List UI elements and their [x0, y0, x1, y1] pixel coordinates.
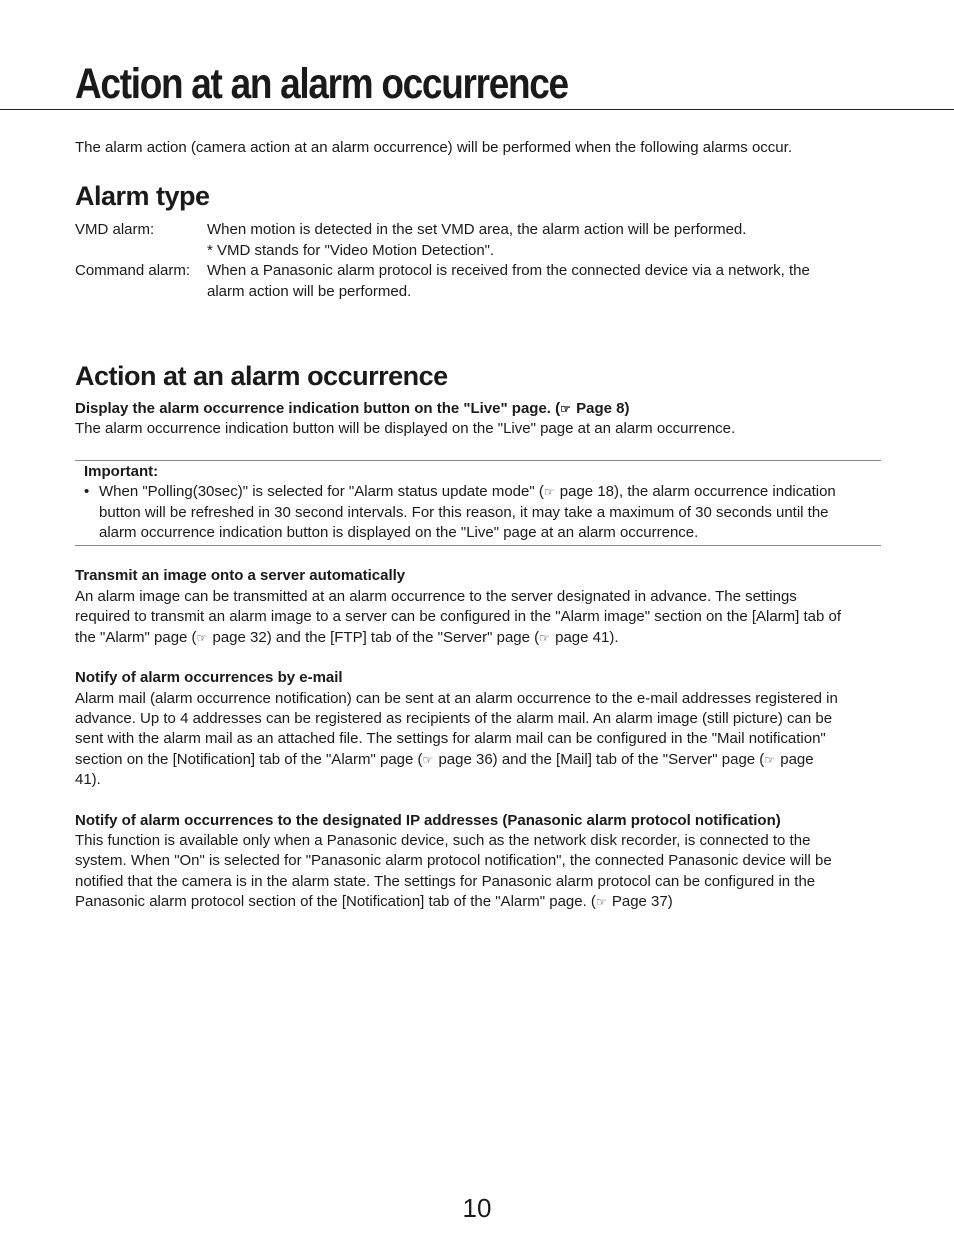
definition-row-vmd	[75, 220, 881, 261]
page-reference-icon: ☞	[539, 630, 550, 645]
display-body: The alarm occurrence indication button will be displayed on the "Live" page at an alarm occurrence.	[75, 420, 736, 438]
page-reference-text: Page 8)	[576, 400, 630, 418]
definition-term: Command alarm:	[75, 262, 191, 280]
title-divider	[0, 109, 954, 110]
page-content	[75, 138, 881, 913]
text-span: Panasonic alarm protocol section of the [Notification] tab of the "Alarm" page. (	[75, 893, 596, 911]
subheading-text: Display the alarm occurrence indication button on the "Live" page. (	[75, 400, 561, 418]
text-line: advance. Up to 4 addresses can be registered as recipients of the alarm mail. An alarm image (still picture) can be	[75, 709, 833, 727]
email-section	[75, 668, 881, 790]
text-span: When "Polling(30sec)" is selected for "Alarm status update mode" (	[99, 483, 544, 501]
text-span: page 18), the alarm occurrence indication	[559, 483, 836, 501]
page-reference-icon: ☞	[543, 485, 555, 500]
text-span: Page 37)	[611, 893, 673, 911]
text-line: sent with the alarm mail as an attached file. The settings for alarm mail can be configured in the "Mail notification"	[75, 730, 826, 748]
bullet-text	[99, 482, 836, 543]
definition-line: alarm action will be performed.	[207, 282, 412, 300]
display-subheading	[75, 399, 881, 419]
page-reference-icon: ☞	[764, 752, 776, 767]
text-line	[99, 482, 836, 502]
text-line: alarm occurrence indication button is displayed on the "Live" page at an alarm occurrence.	[99, 524, 699, 542]
definition-line: * VMD stands for "Video Motion Detection".	[207, 241, 495, 259]
text-span: section on the [Notification] tab of the "Alarm" page (	[75, 750, 423, 768]
definition-row-command	[75, 261, 881, 302]
page-reference-icon: ☞	[595, 895, 607, 910]
ip-subheading: Notify of alarm occurrences to the designated IP addresses (Panasonic alarm protocol notification)	[75, 811, 781, 829]
text-span: page 32) and the [FTP] tab of the "Server" page (	[212, 628, 540, 646]
page-reference-icon: ☞	[422, 752, 434, 767]
text-span: page	[780, 750, 814, 768]
definition-line: When motion is detected in the set VMD area, the alarm action will be performed.	[207, 221, 747, 239]
text-line: button will be refreshed in 30 second intervals. For this reason, it may take a maximum of 30 seconds until the	[99, 503, 829, 521]
page-reference-icon: ☞	[196, 630, 208, 645]
page-title: Action at an alarm occurrence	[75, 60, 568, 108]
transmit-subheading: Transmit an image onto a server automatically	[75, 567, 406, 585]
text-line	[75, 750, 881, 770]
page-reference-icon: ☞	[560, 402, 571, 417]
text-span: page 41).	[555, 628, 619, 646]
definition-description	[207, 220, 881, 261]
text-line: notified that the camera is in the alarm state. The settings for Panasonic alarm protocol can be configured in the	[75, 872, 816, 890]
bullet-icon: •	[84, 483, 90, 501]
transmit-section	[75, 566, 881, 648]
text-line: system. When "On" is selected for "Panasonic alarm protocol notification", the connected Panasonic device will be	[75, 852, 832, 870]
text-line: This function is available only when a Panasonic device, such as the network disk recorder, is connected to the	[75, 831, 811, 849]
definition-description	[207, 261, 881, 302]
text-line: required to transmit an alarm image to a server can be configured in the "Alarm image" section on the [Alarm] tab of	[75, 608, 842, 626]
important-note	[75, 460, 881, 547]
text-span: the "Alarm" page (	[75, 628, 197, 646]
text-line: Alarm mail (alarm occurrence notification) can be sent at an alarm occurrence to the e-mail addresses registered in	[75, 689, 838, 707]
text-span: page 36) and the [Mail] tab of the "Server" page (	[438, 750, 765, 768]
ip-section	[75, 811, 881, 913]
intro-paragraph: The alarm action (camera action at an alarm occurrence) will be performed when the following alarms occur.	[75, 139, 792, 156]
text-line	[75, 628, 881, 648]
text-line: An alarm image can be transmitted at an alarm occurrence to the server designated in advance. The settings	[75, 587, 797, 605]
important-bullet-item	[84, 482, 881, 543]
alarm-type-heading: Alarm type	[75, 181, 210, 212]
text-line: 41).	[75, 771, 101, 789]
email-subheading: Notify of alarm occurrences by e-mail	[75, 669, 343, 687]
definition-line: When a Panasonic alarm protocol is received from the connected device via a network, the	[207, 262, 810, 280]
definition-term: VMD alarm:	[75, 221, 155, 239]
action-heading: Action at an alarm occurrence	[75, 361, 448, 392]
text-line	[75, 892, 881, 912]
page-number: 10	[462, 1193, 492, 1223]
important-title: Important:	[84, 462, 159, 480]
